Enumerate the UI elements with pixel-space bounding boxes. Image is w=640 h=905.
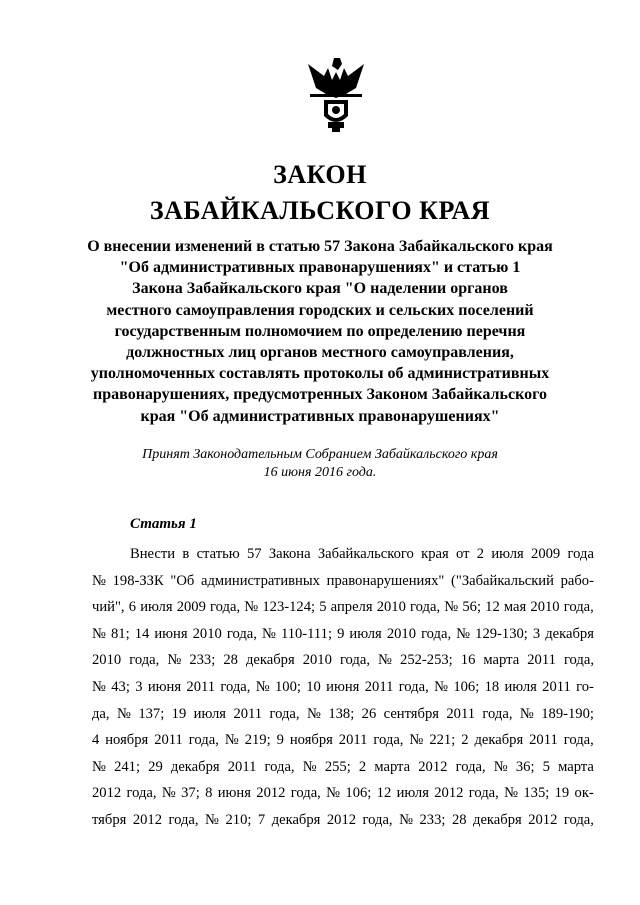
subject-line: края "Об административных правонарушениях" xyxy=(140,407,500,425)
article-line: чий", 6 июля 2009 года, № 123-124; 5 апреля 2010 года, № 56; 12 мая 2010 года, xyxy=(92,599,594,616)
subject-line: правонарушениях, предусмотренных Законом Забайкальского xyxy=(93,386,547,404)
region-title: ЗАБАЙКАЛЬСКОГО КРАЯ xyxy=(149,196,491,225)
article-line: да, № 137; 19 июля 2011 года, № 138; 26 сентября 2011 года, № 189-190; xyxy=(92,705,594,722)
article-line: № 198-ЗЗК "Об административных правонарушениях" ("Забайкальский рабо- xyxy=(92,572,594,589)
subject-line: местного самоуправления городских и сельских поселений xyxy=(106,301,534,319)
coat-of-arms-emblem xyxy=(306,54,366,134)
adoption-line: Принят Законодательным Собранием Забайкальского края xyxy=(142,447,498,462)
subject-line: Закона Забайкальского края "О наделении органов xyxy=(132,280,508,298)
article-line: Внести в статью 57 Закона Забайкальского края от 2 июля 2009 года xyxy=(130,546,594,562)
article-body xyxy=(92,541,594,834)
subject-line: "Об административных правонарушениях" и статью 1 xyxy=(119,259,521,277)
subject-line: О внесении изменений в статью 57 Закона Забайкальского края xyxy=(87,238,553,255)
law-subject xyxy=(70,236,570,427)
article-line: № 241; 29 декабря 2011 года, № 255; 2 марта 2012 года, № 36; 5 марта xyxy=(92,758,594,775)
article-line: № 43; 3 июня 2011 года, № 100; 10 июня 2011 года, № 106; 18 июля 2011 го- xyxy=(92,678,594,695)
adoption-note xyxy=(100,446,540,482)
adoption-date: 16 июня 2016 года. xyxy=(263,465,377,480)
article-line: № 81; 14 июня 2010 года, № 110-111; 9 июля 2010 года, № 129-130; 3 декабря xyxy=(92,625,594,642)
subject-line: должностных лиц органов местного самоуправления, xyxy=(126,344,514,362)
article-heading: Статья 1 xyxy=(130,516,197,532)
article-line: 4 ноября 2011 года, № 219; 9 ноября 2011 года, № 221; 2 декабря 2011 года, xyxy=(92,732,594,749)
subject-line: государственным полномочием по определению перечня xyxy=(114,322,526,340)
subject-line: уполномоченных составлять протоколы об административных xyxy=(90,365,550,383)
law-title: ЗАКОН xyxy=(273,160,367,189)
article-line: 2010 года, № 233; 28 декабря 2010 года, № 252-253; 16 марта 2011 года, xyxy=(92,652,594,669)
article-line: 2012 года, № 37; 8 июня 2012 года, № 106; 12 июля 2012 года, № 135; 19 ок- xyxy=(92,785,594,802)
article-line: тября 2012 года, № 210; 7 декабря 2012 года, № 233; 28 декабря 2012 года, xyxy=(92,811,594,828)
